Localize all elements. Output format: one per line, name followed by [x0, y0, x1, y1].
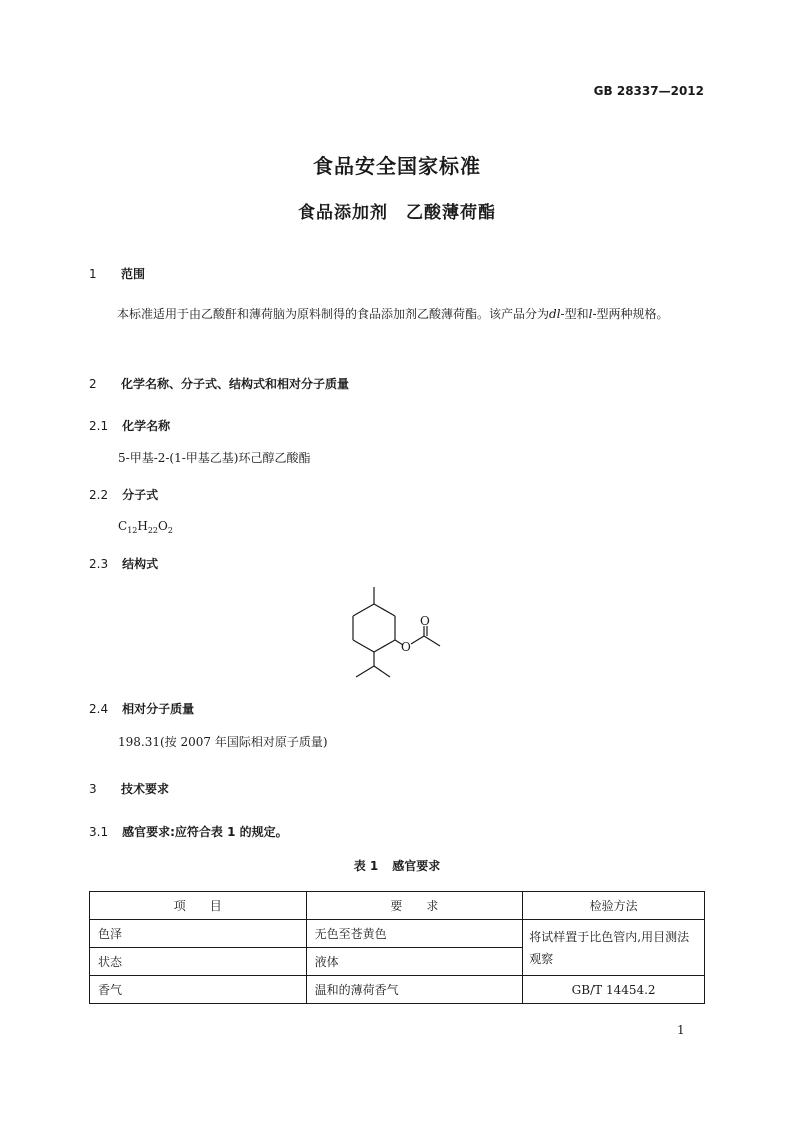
table-row	[90, 920, 705, 948]
cell-requirement: 温和的薄荷香气	[306, 976, 523, 1004]
document-subtitle	[0, 198, 794, 223]
atom-oxygen-carbonyl: O	[420, 614, 430, 628]
section-title: 技术要求	[121, 782, 170, 796]
section-2-1-heading	[89, 417, 170, 434]
body-text: -型两种规格。	[592, 307, 669, 321]
section-number: 2.3	[89, 557, 109, 571]
ring-bond	[374, 640, 395, 652]
formula-subscript: 2	[167, 526, 173, 535]
sensory-requirements-table	[89, 891, 705, 1004]
section-title: 相对分子质量	[122, 702, 195, 716]
column-header-method: 检验方法	[523, 892, 705, 920]
atom-oxygen-ester: O	[401, 640, 411, 654]
table-caption	[0, 857, 794, 874]
section-number: 1	[89, 267, 97, 281]
cell-requirement: 无色至苍黄色	[306, 920, 523, 948]
section-1-heading	[89, 265, 145, 282]
cell-item: 色泽	[90, 920, 307, 948]
formula-element: C	[118, 519, 128, 533]
body-text: -型和	[560, 307, 589, 321]
cell-method: GB/T 14454.2	[523, 976, 705, 1004]
body-text: 本标准适用于由乙酸酐和薄荷脑为原料制得的食品添加剂乙酸薄荷酯。该产品分为	[117, 307, 550, 321]
section-title: 结构式	[122, 557, 159, 571]
section-title: 感官要求:应符合表 1 的规定。	[122, 825, 288, 839]
table-number: 表 1	[353, 859, 379, 873]
bond-ester	[411, 636, 424, 644]
section-1-body	[89, 302, 704, 326]
section-title: 分子式	[122, 488, 159, 502]
ring-bond	[374, 604, 395, 616]
cell-method-merged: 将试样置于比色管内,用目测法观察	[523, 920, 705, 976]
section-3-1-heading	[89, 823, 288, 840]
section-number: 3	[89, 782, 97, 796]
l-form: l	[588, 307, 593, 321]
section-number: 3.1	[89, 825, 109, 839]
dl-form: dl	[549, 307, 561, 321]
table-title: 感官要求	[392, 859, 441, 873]
document-title: 食品安全国家标准	[313, 154, 481, 178]
table-row	[90, 976, 705, 1004]
column-header-requirement: 要 求	[306, 892, 523, 920]
molecular-formula	[118, 514, 733, 543]
section-title: 化学名称、分子式、结构式和相对分子质量	[121, 377, 350, 391]
chemical-name: 5-甲基-2-(1-甲基乙基)环己醇乙酸酯	[118, 451, 311, 465]
ring-bond	[353, 640, 374, 652]
section-title: 化学名称	[122, 419, 171, 433]
bond-isopropyl	[374, 666, 390, 677]
formula-subscript: 12	[127, 526, 138, 535]
formula-element: O	[158, 519, 168, 533]
table-header-row	[90, 892, 705, 920]
section-2-heading	[89, 375, 349, 392]
section-number: 2	[89, 377, 97, 391]
formula-subscript: 22	[147, 526, 159, 535]
column-header-item: 项 目	[90, 892, 307, 920]
section-2-3-heading	[89, 555, 158, 572]
formula-element: H	[137, 519, 148, 533]
bond-isopropyl	[356, 666, 374, 677]
cell-requirement: 液体	[306, 948, 523, 976]
section-2-2-heading	[89, 486, 158, 503]
standard-code: GB 28337—2012	[593, 84, 704, 98]
section-title: 范围	[121, 267, 146, 281]
subtitle-category: 食品添加剂	[298, 203, 388, 223]
subtitle-product: 乙酸薄荷酯	[406, 203, 496, 223]
page-number: 1	[677, 1023, 685, 1037]
ring-bond	[353, 604, 374, 616]
section-2-4-heading	[89, 700, 194, 717]
molecular-weight: 198.31(按 2007 年国际相对原子质量)	[118, 735, 328, 749]
cell-item: 香气	[90, 976, 307, 1004]
section-number: 2.1	[89, 419, 109, 433]
cell-item: 状态	[90, 948, 307, 976]
bond-methyl	[424, 636, 440, 646]
section-number: 2.2	[89, 488, 109, 502]
section-3-heading	[89, 780, 169, 797]
section-number: 2.4	[89, 702, 109, 716]
structural-formula	[340, 580, 460, 690]
